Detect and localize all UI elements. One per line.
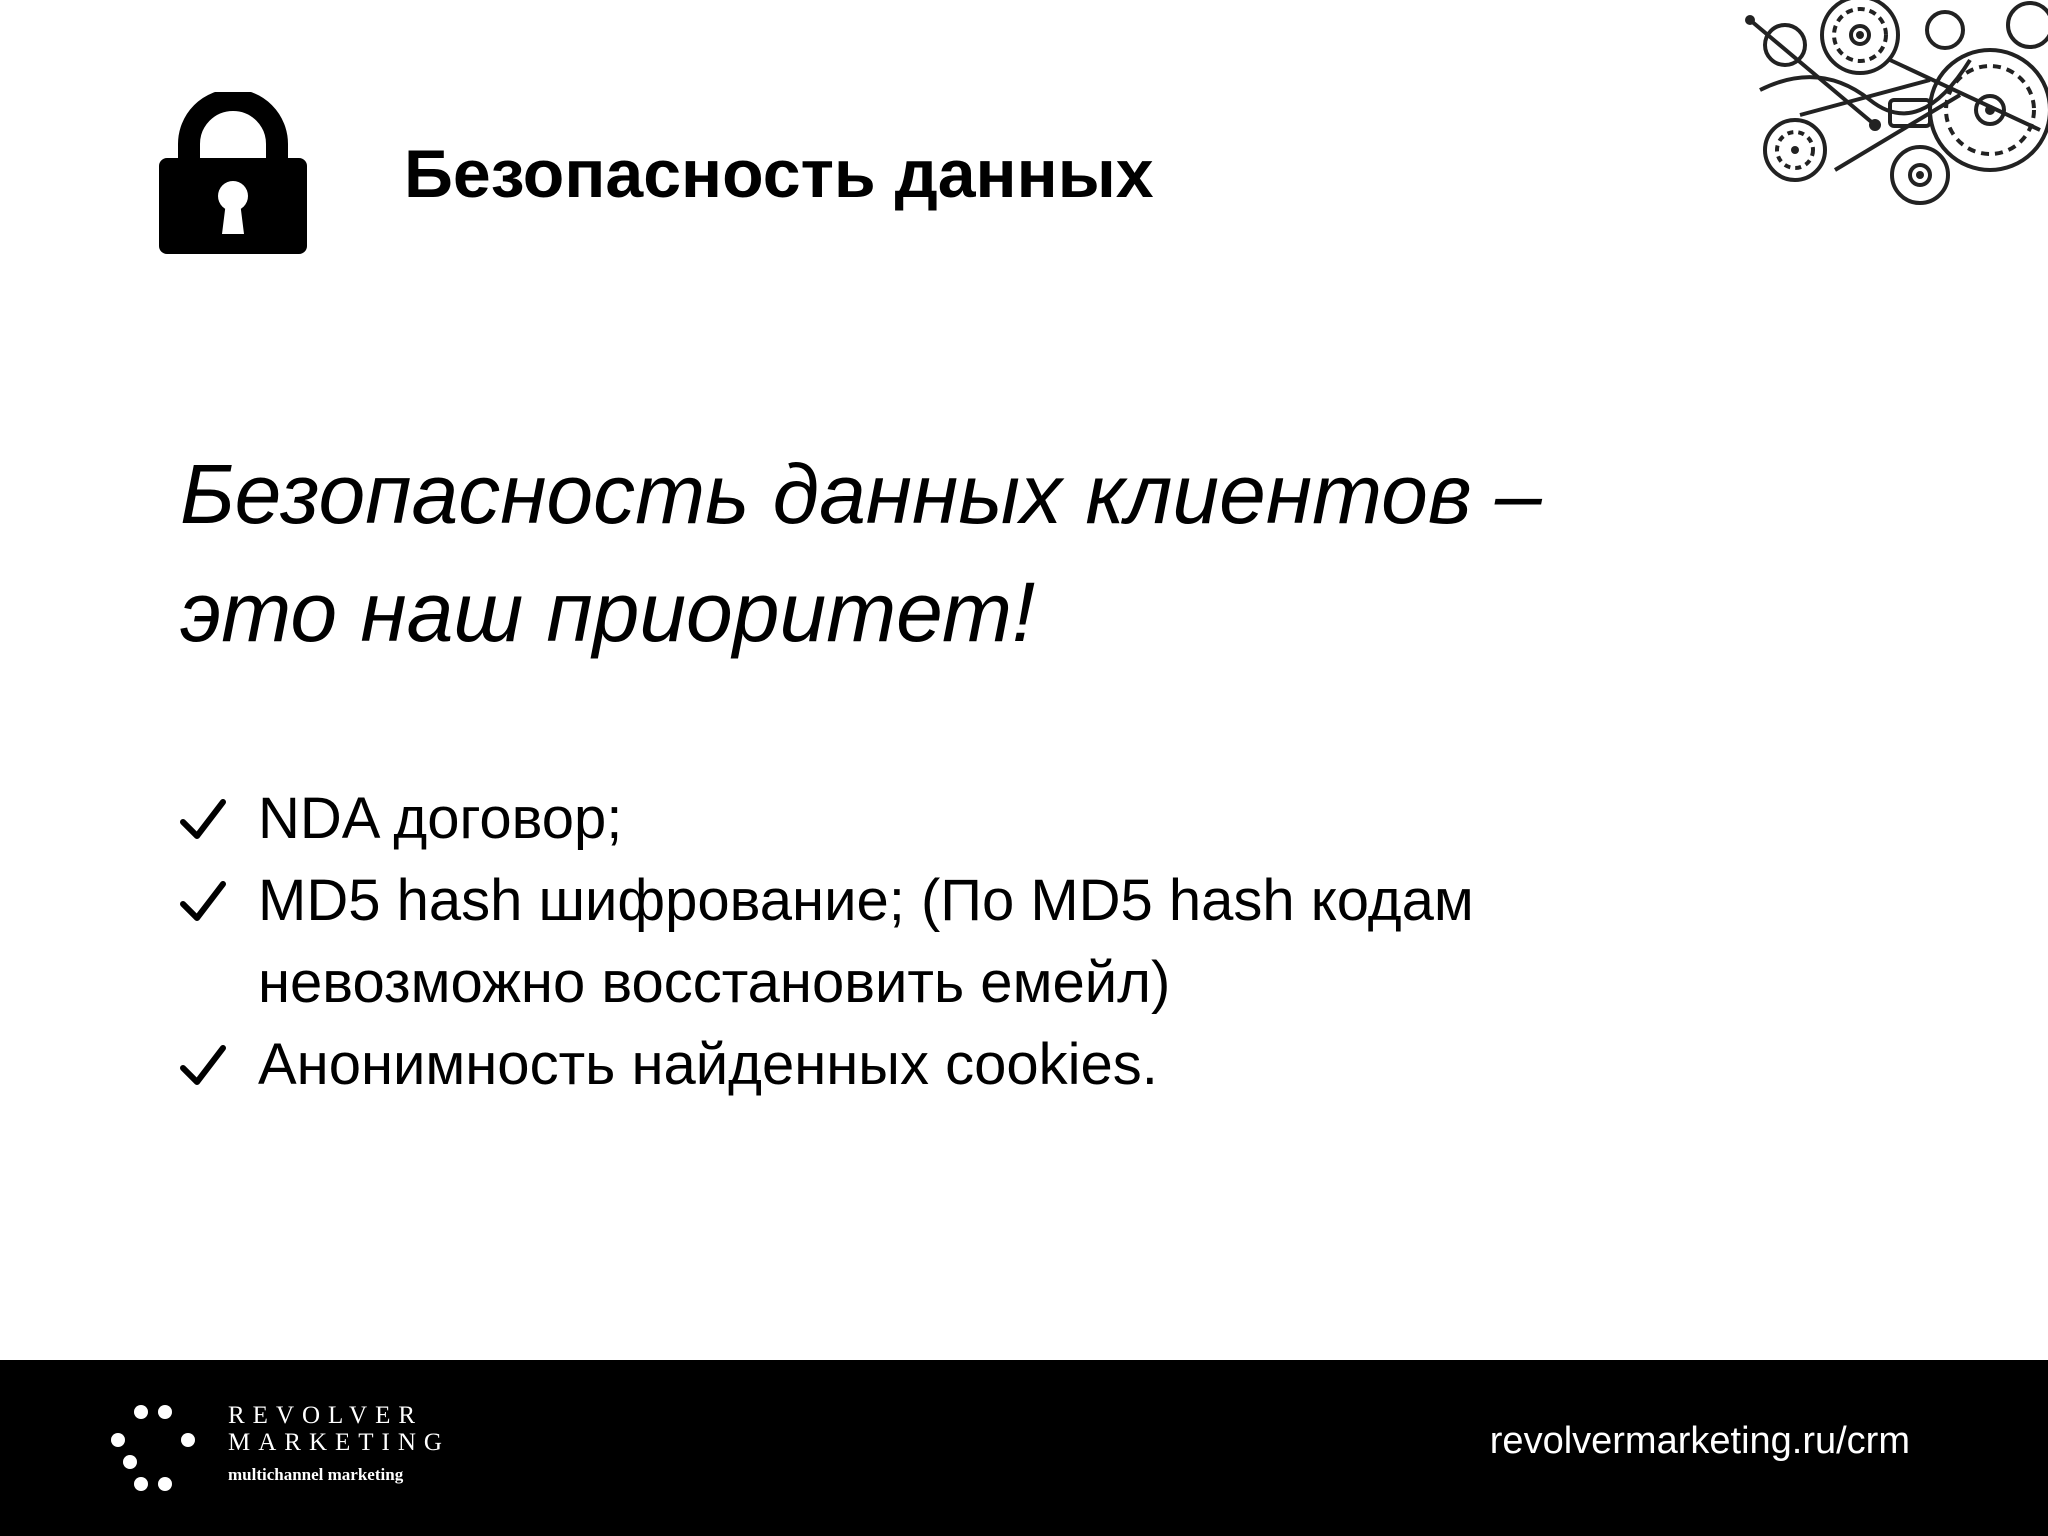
- list-item-continuation: невозможно восстановить емейл): [258, 950, 1171, 1015]
- checkmark-icon: [180, 798, 226, 840]
- footer-url[interactable]: revolvermarketing.ru/crm: [1489, 1420, 1910, 1462]
- list-item-text: Анонимность найденных cookies.: [258, 1032, 1158, 1097]
- list-item: [180, 778, 1474, 860]
- list-item: [180, 860, 1474, 1024]
- logo-line-1: REVOLVER: [228, 1402, 424, 1429]
- list-item-text: MD5 hash шифрование; (По MD5 hash кодам: [258, 868, 1474, 933]
- tagline-line-2: это наш приоритет!: [180, 565, 1036, 659]
- page-title: Безопасность данных: [404, 136, 1154, 212]
- company-logo: [228, 1402, 450, 1490]
- tagline: [180, 435, 1680, 671]
- lock-icon: [155, 92, 311, 256]
- list-item-text: NDA договор;: [258, 786, 623, 851]
- gears-illustration: [1740, 0, 2048, 205]
- feature-list: [180, 778, 1474, 1106]
- logo-subtitle: multichannel marketing: [228, 1465, 404, 1484]
- revolver-logo-icon: [108, 1402, 198, 1492]
- list-item: [180, 1024, 1474, 1106]
- checkmark-icon: [180, 1044, 226, 1086]
- tagline-line-1: Безопасность данных клиентов –: [180, 447, 1542, 541]
- logo-line-2: MARKETING: [228, 1429, 450, 1456]
- checkmark-icon: [180, 880, 226, 922]
